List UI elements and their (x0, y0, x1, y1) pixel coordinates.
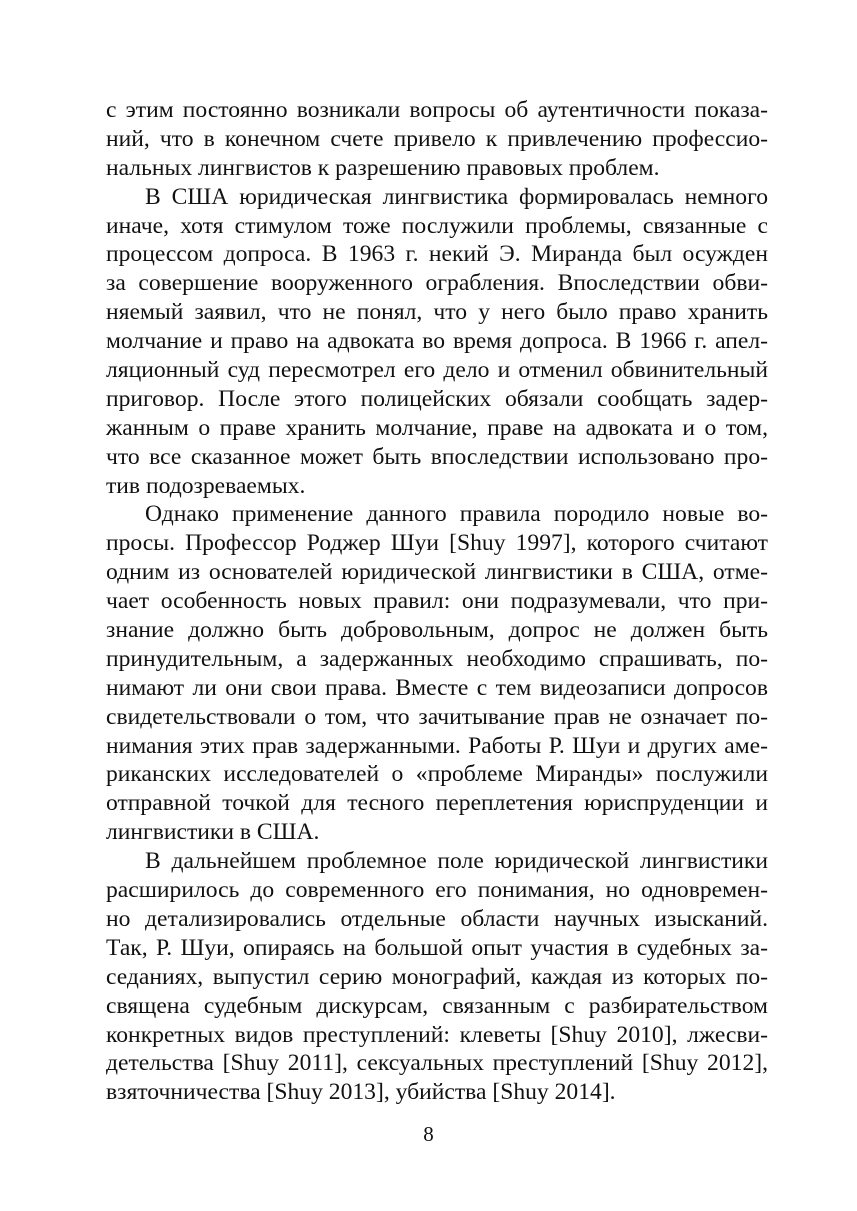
paragraph-3 (106, 500, 768, 847)
text-line: чает особенность новых правил: они подразумевали, что при- (106, 588, 768, 615)
text-line: иначе, хотя стимулом тоже послужили проблемы, связанные с (106, 212, 768, 239)
text-line: расширилось до современного его понимания, но одновремен- (106, 877, 768, 904)
text-line: детельства [Shuy 2011], сексуальных преступлений [Shuy 2012], (106, 1050, 768, 1077)
text-line: процессом допроса. В 1963 г. некий Э. Миранда был осужден (106, 241, 768, 268)
text-line: нимания этих прав задержанными. Работы Р. Шуи и других аме- (106, 732, 768, 759)
text-line: В США юридическая лингвистика формировалась немного (145, 183, 768, 210)
paragraph-2 (106, 183, 768, 501)
text-line: жанным о праве хранить молчание, праве на адвоката и о том, (106, 414, 768, 441)
text-line: няемый заявил, что не понял, что у него было право хранить (106, 299, 768, 326)
text-line: седаниях, выпустил серию монографий, каждая из которых по- (106, 963, 768, 990)
text-line: ний, что в конечном счете привело к привлечению профессио- (106, 125, 768, 152)
text-line: тив подозреваемых. (106, 472, 306, 499)
text-line: молчание и право на адвоката во время допроса. В 1966 г. апел- (106, 328, 768, 355)
text-line: просы. Профессор Роджер Шуи [Shuy 1997], которого считают (106, 530, 768, 557)
text-line: Так, Р. Шуи, опираясь на большой опыт участия в судебных за- (106, 934, 768, 961)
document-page (106, 96, 768, 1107)
text-line: нальных лингвистов к разрешению правовых проблем. (106, 154, 660, 181)
text-line: конкретных видов преступлений: клеветы [Shuy 2010], лжесви- (106, 1021, 768, 1048)
text-line: знание должно быть добровольным, допрос не должен быть (106, 617, 768, 644)
text-line: принудительным, а задержанных необходимо спрашивать, по- (106, 645, 768, 672)
text-line: В дальнейшем проблемное поле юридической лингвистики (145, 848, 768, 875)
text-line: отправной точкой для тесного переплетения юриспруденции и (106, 790, 768, 817)
text-line: с этим постоянно возникали вопросы об аутентичности показа- (106, 97, 768, 123)
text-line: одним из основателей юридической лингвистики в США, отме- (106, 559, 768, 586)
text-line: но детализировались отдельные области научных изысканий. (106, 905, 768, 932)
text-line: ляционный суд пересмотрел его дело и отменил обвинительный (106, 357, 768, 384)
text-line: приговор. После этого полицейских обязали сообщать задер- (106, 385, 768, 412)
text-line: риканских исследователей о «проблеме Миранды» послужили (106, 761, 768, 788)
text-line: что все сказанное может быть впоследствии использовано про- (106, 443, 768, 470)
paragraph-1 (106, 96, 768, 183)
text-line: Однако применение данного правила породило новые во- (145, 501, 768, 528)
text-line: свидетельствовали о том, что зачитывание прав не означает по- (106, 703, 768, 730)
paragraph-4 (106, 847, 768, 1107)
text-line: нимают ли они свои права. Вместе с тем видеозаписи допросов (106, 674, 768, 701)
page-number: 8 (423, 1122, 434, 1146)
text-line: священа судебным дискурсам, связанным с разбирательством (106, 992, 768, 1019)
text-line: за совершение вооруженного ограбления. Впоследствии обви- (106, 270, 768, 297)
text-line: взяточничества [Shuy 2013], убийства [Shuy 2014]. (106, 1079, 616, 1106)
text-line: лингвистики в США. (106, 819, 320, 846)
